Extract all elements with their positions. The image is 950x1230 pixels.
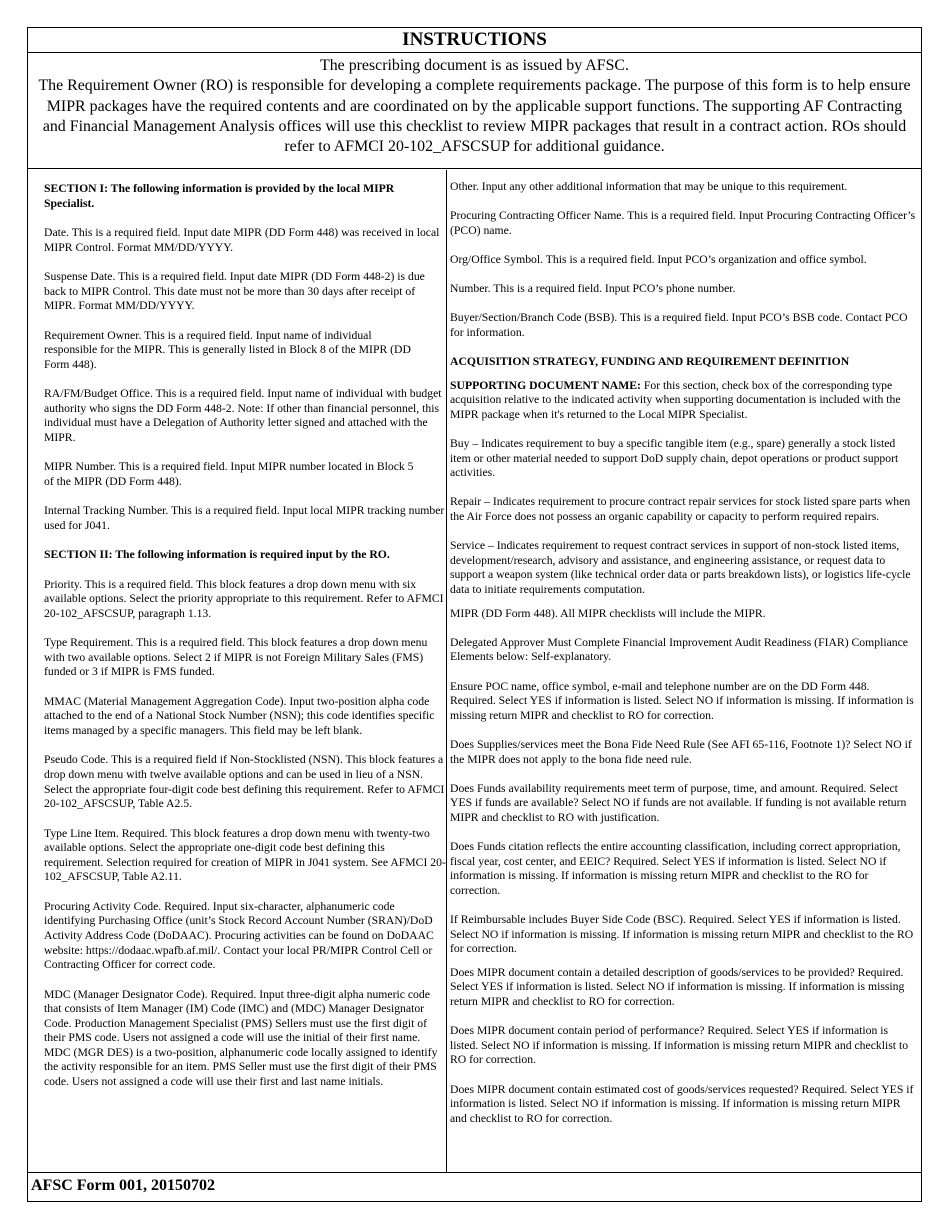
left-column bbox=[28, 170, 447, 1172]
requirement-owner-instruction: Requirement Owner. This is a required field. Input name of individual responsible for the MIPR. This is generally listed in Block 8 of the MIPR (DD Form 448). bbox=[44, 328, 411, 371]
bsb-instruction: Buyer/Section/Branch Code (BSB). This is a required field. Input PCO’s BSB code. Contact PCO for information. bbox=[450, 311, 908, 339]
funds-citation-instruction: Does Funds citation reflects the entire accounting classification, including correct appropriation, fiscal year, cost center, and EEIC? Required. Select YES if information is listed. Select NO if information is missing. If information is missing return MIPR and checklist to the RO for correction. bbox=[450, 840, 901, 897]
intro-block bbox=[28, 53, 921, 169]
acquisition-heading: ACQUISITION STRATEGY, FUNDING AND REQUIREMENT DEFINITION bbox=[450, 355, 850, 369]
bona-fide-instruction: Does Supplies/services meet the Bona Fide Need Rule (See AFI 65-116, Footnote 1)? Select NO if the MIPR does not apply to the bona fide need rule. bbox=[450, 737, 912, 766]
supporting-document-label: SUPPORTING DOCUMENT NAME: bbox=[450, 378, 641, 392]
intro-body: The Requirement Owner (RO) is responsible for developing a complete requirements package. The purpose of this form is to help ensure MIPR packages have the required contents and are coordinated on by the applicable support functions. The supporting AF Contracting and Financial Management Analysis offices will use this checklist to review MIPR packages that result in a contract action. ROs should refer to AFMCI 20-102_AFSCSUP for additional guidance. bbox=[38, 77, 911, 156]
priority-instruction: Priority. This is a required field. This block features a drop down menu with six available options. Select the priority appropriate to this requirement. Refer to AFMCI 20-102_AFSCSUP, paragraph 1.13. bbox=[44, 577, 444, 620]
mdc-instruction: MDC (Manager Designator Code). Required. Input three-digit alpha numeric code that consists of Item Manager (IM) Code (IMC) and (MDC) Manager Designator Code. Production Management Specialist (PMS) Sellers must use the first digit of their PMS code. Users not assigned a code will use the initial of their first name. MDC (MGR DES) is a two-position, alphanumeric code locally assigned to identify the activity responsible for an item. PMS Seller must use the first digit of their PMS code. Users not assigned a code will use their first and last name initials. bbox=[44, 987, 438, 1089]
tracking-number-instruction: Internal Tracking Number. This is a required field. Input local MIPR tracking number used for J041. bbox=[44, 504, 445, 532]
section-2-heading: SECTION II: The following information is required input by the RO. bbox=[44, 548, 390, 562]
mipr-number-instruction: MIPR Number. This is a required field. Input MIPR number located in Block 5 of the MIPR (DD Form 448). bbox=[44, 460, 414, 488]
reimbursable-instruction: If Reimbursable includes Buyer Side Code (BSC). Required. Select YES if information is listed. Select NO if information is missing. If information is missing return MIPR and checklist to the RO for correction. bbox=[450, 913, 914, 956]
pco-name-instruction: Procuring Contracting Officer Name. This is a required field. Input Procuring Contracting Officer’s (PCO) name. bbox=[450, 209, 916, 237]
section-1-heading: SECTION I: The following information is provided by the local MIPR Specialist. bbox=[44, 182, 395, 210]
repair-instruction: Repair – Indicates requirement to procure contract repair services for stock listed spare parts when the Air Force does not possess an organic capability or capacity to perform required repairs. bbox=[450, 495, 911, 524]
service-instruction: Service – Indicates requirement to request contract services in support of non-stock listed items, development/research, advisory and assistance, and engineering assistance, or request data to support a weapon system (like technical order data or parts breakdown lists), or logistics life-cycle data to initiate requirements computation. bbox=[450, 539, 911, 597]
form-number-footer: AFSC Form 001, 20150702 bbox=[28, 1172, 921, 1202]
mipr-document-instruction: MIPR (DD Form 448). All MIPR checklists will include the MIPR. bbox=[450, 606, 766, 620]
org-office-symbol-instruction: Org/Office Symbol. This is a required field. Input PCO’s organization and office symbol. bbox=[450, 252, 867, 266]
procuring-activity-instruction: Procuring Activity Code. Required. Input six-character, alphanumeric code identifying Purchasing Office (unit’s Stock Record Account Number (SRAN)/DoD Activity Address Code (DoDAAC). Procuring activities can be found on DoDAAC website: https://dodaac.wpafb.af.mil/. Contact your local PR/MIPR Control Cell or Contracting Officer for correct code. bbox=[44, 899, 434, 972]
funds-availability-instruction: Does Funds availability requirements meet term of purpose, time, and amount. Required. Select YES if funds are available? Select NO if funds are not available. If funding is not available return MIPR and checklist to RO with justification. bbox=[450, 781, 907, 824]
buy-instruction: Buy – Indicates requirement to buy a specific tangible item (e.g., spare) generally a stock listed item or other material needed to support DoD supply chain, depot operations or product support activities. bbox=[450, 437, 899, 480]
period-of-performance-instruction: Does MIPR document contain period of performance? Required. Select YES if information is listed. Select NO if information is missing. If information is missing return MIPR and checklist to RO for correction. bbox=[450, 1024, 909, 1067]
page-title: INSTRUCTIONS bbox=[28, 28, 921, 53]
suspense-date-instruction: Suspense Date. This is a required field. Input date MIPR (DD Form 448-2) is due back to MIPR Control. This date must not be more than 30 days after receipt of MIPR. Format MM/DD/YYYY. bbox=[44, 269, 425, 313]
description-instruction: Does MIPR document contain a detailed description of goods/services to be provided? Required. Select YES if information is listed. Select NO if information is missing. If information is missing return MIPR and checklist to RO for correction. bbox=[450, 965, 905, 1009]
date-instruction: Date. This is a required field. Input date MIPR (DD Form 448) was received in local MIPR Control. Format MM/DD/YYYY. bbox=[44, 225, 440, 254]
intro-prescribing-line: The prescribing document is as issued by AFSC. bbox=[320, 57, 629, 74]
ra-fm-budget-instruction: RA/FM/Budget Office. This is a required field. Input name of individual with budget authority who signs the DD Form 448-2. Note: If other than financial personnel, this individual must have a Delegation of Authority letter signed and attached with the MIPR. bbox=[44, 387, 442, 444]
instructions-columns bbox=[28, 170, 921, 1172]
type-requirement-instruction: Type Requirement. This is a required field. This block features a drop down menu with two available options. Select 2 if MIPR is not Foreign Military Sales (FMS) funded or 3 if MIPR is FMS funded. bbox=[44, 636, 428, 679]
other-instruction: Other. Input any other additional information that may be unique to this requirement. bbox=[450, 180, 848, 193]
delegated-approver-instruction: Delegated Approver Must Complete Financial Improvement Audit Readiness (FIAR) Compliance Elements below: Self-explanatory. bbox=[450, 635, 908, 664]
right-column bbox=[448, 170, 921, 1172]
supporting-document-text: For this section, check box of the corresponding type acquisition relative to the indicated activity when supporting documentation is included with the MIPR package when it's returned to the Local MIPR Specialist. bbox=[450, 378, 901, 421]
number-instruction: Number. This is a required field. Input PCO’s phone number. bbox=[450, 282, 736, 296]
supporting-document-instruction bbox=[450, 379, 917, 423]
poc-instruction: Ensure POC name, office symbol, e-mail and telephone number are on the DD Form 448. Required. Select YES if information is listed. Select NO if information is missing. If information is missing return MIPR and checklist to RO for correction. bbox=[450, 679, 914, 722]
instructions-form bbox=[27, 27, 922, 1202]
mmac-instruction: MMAC (Material Management Aggregation Code). Input two-position alpha code attached to the end of a National Stock Number (NSN); this code identifies specific items managed by a specific managers. This field may be left blank. bbox=[44, 694, 435, 737]
type-line-item-instruction: Type Line Item. Required. This block features a drop down menu with twenty-two available options. Select the appropriate one-digit code best defining this requirement. Selection required for creation of MIPR in J041 system. See AFMCI 20-102_AFSCSUP, Table A2.11. bbox=[44, 826, 446, 884]
estimated-cost-instruction: Does MIPR document contain estimated cost of goods/services requested? Required. Select YES if information is listed. Select NO if information is missing. If information is missing return MIPR and checklist to RO for correction. bbox=[450, 1082, 914, 1125]
pseudo-code-instruction: Pseudo Code. This is a required field if Non-Stocklisted (NSN). This block features a drop down menu with twelve available options and can be used in lieu of a NSN. Select the appropriate four-digit code best defining this requirement. Refer to AFMCI 20-102_AFSCSUP, Table A2.5. bbox=[44, 753, 445, 811]
